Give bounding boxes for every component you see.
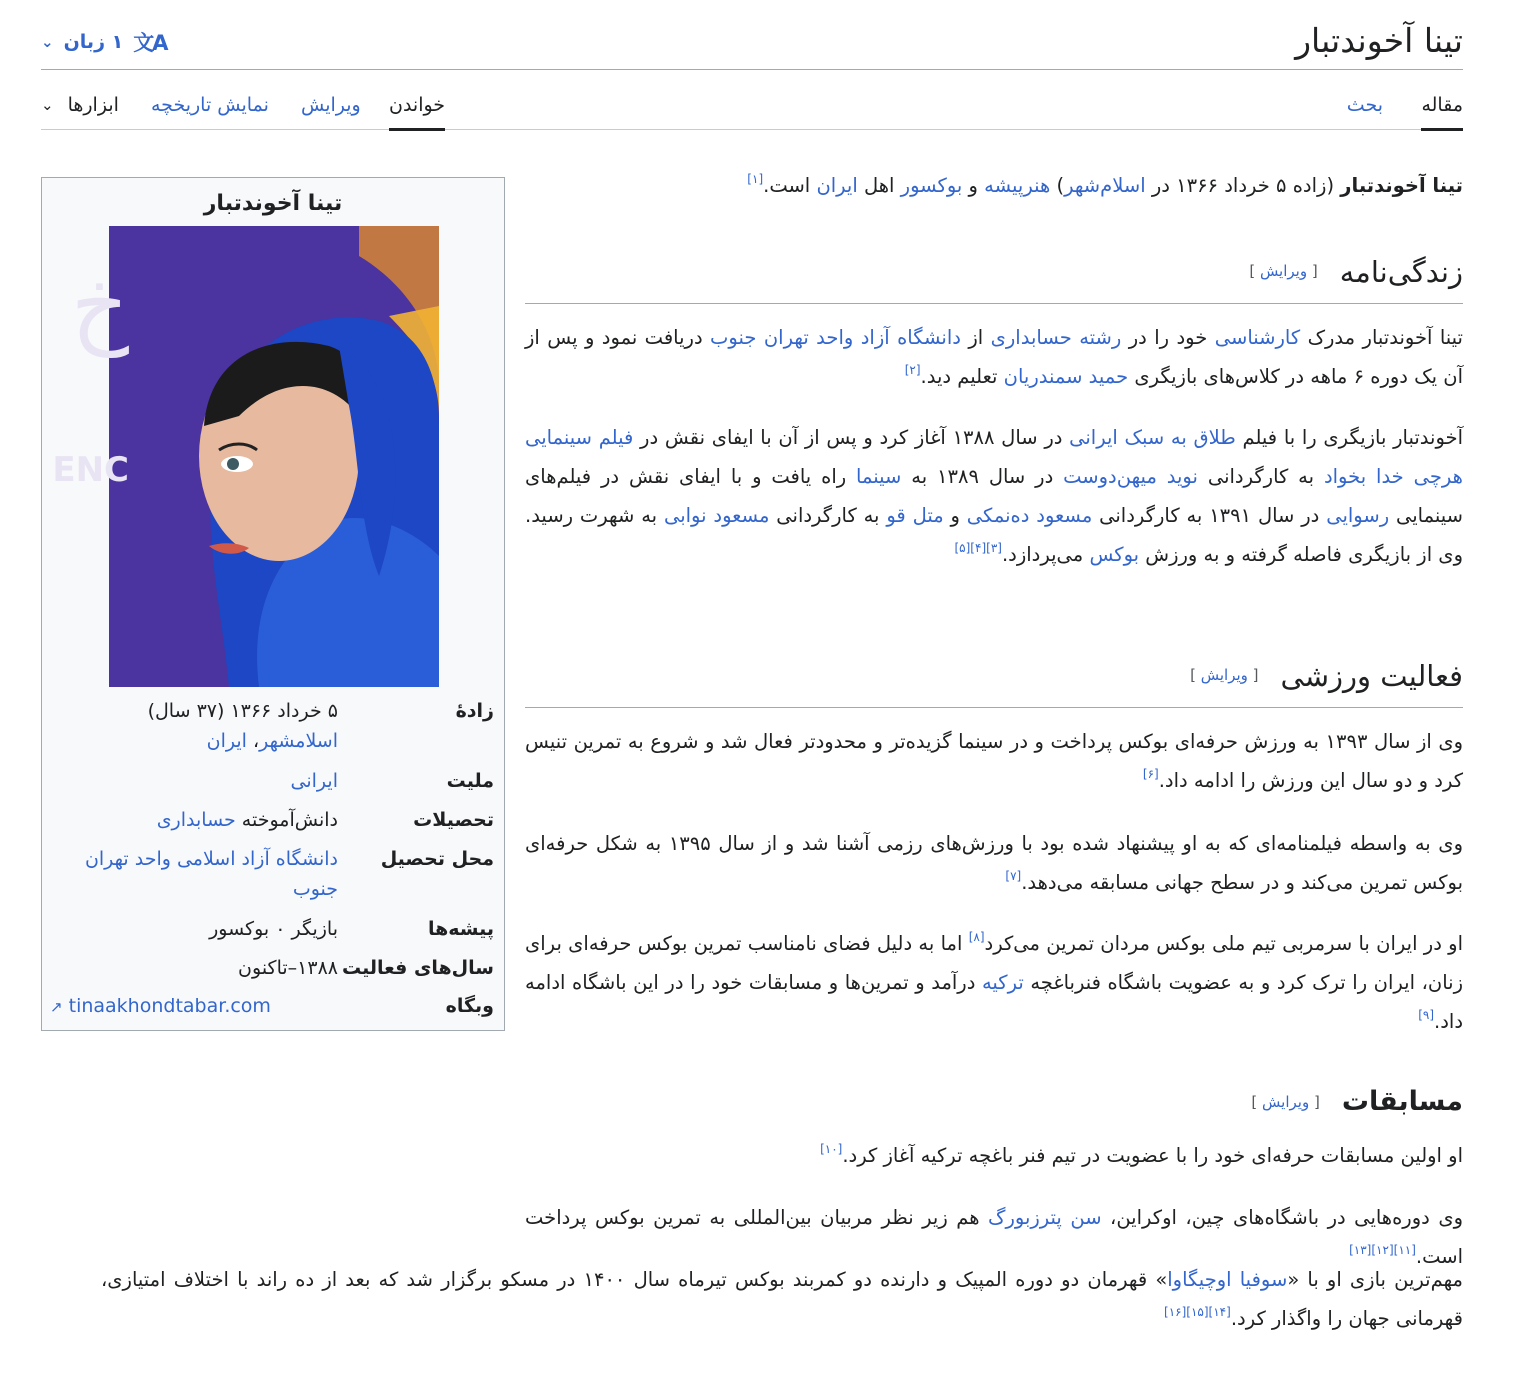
born-city-link[interactable]: اسلامشهر xyxy=(259,730,338,752)
paragraph-text: وی از سال ۱۳۹۳ به ورزش حرفه‌ای بوکس پرداخت و در سینما گزیده‌تر و محدودتر فعال شد و شروع به تمرین تنیس کرد و دو سال این ورزش را ادامه داد. xyxy=(525,730,1464,792)
chevron-down-icon: ⌄ xyxy=(41,33,54,51)
paragraph-text: وی به واسطه فیلمنامه‌ای که به او پیشنهاد شده بود با ورزش‌های رزمی آشنا شد و از سال ۱۳۹۵ به شکل حرفه‌ای بوکس تمرین می‌کند و در سطح جهانی مسابقه می‌دهد. xyxy=(525,832,1463,894)
paragraph-text: راه یافت و با ایفای نقش در فیلم‌های سینمایی xyxy=(525,465,1463,527)
link-university[interactable]: دانشگاه آزاد واحد تهران جنوب xyxy=(710,326,961,349)
paragraph-text: او اولین مسابقات حرفه‌ای خود را با عضویت در تیم فنر باغچه ترکیه آغاز کرد. xyxy=(842,1144,1463,1167)
website-label: وبگاه xyxy=(445,995,494,1017)
paragraph-text: به کارگردانی xyxy=(1197,465,1324,488)
edit-bracket: ] xyxy=(1251,1092,1263,1111)
born-separator: ، xyxy=(246,730,260,752)
svg-text:ENC: ENC xyxy=(52,450,129,490)
tab-talk[interactable]: بحث xyxy=(1346,94,1383,116)
portrait-photo[interactable] xyxy=(52,226,439,687)
edit-link[interactable]: ویرایش xyxy=(1200,666,1248,684)
title-bar xyxy=(41,14,1463,70)
occupation-value: بازیگر ۰ بوکسور xyxy=(209,918,338,940)
paragraph-text: می‌پردازد. xyxy=(1001,543,1090,566)
external-link-icon: ↗ xyxy=(50,998,63,1016)
lead-text: ) xyxy=(1050,174,1065,197)
reference-link[interactable]: [۷] xyxy=(1005,869,1022,883)
education-label: تحصیلات xyxy=(413,809,494,831)
education-link[interactable]: حسابداری xyxy=(156,809,236,831)
section-heading-sport xyxy=(525,644,1463,708)
section-heading-biography xyxy=(525,240,1463,304)
lead-text: است. xyxy=(763,174,817,197)
sport-paragraph-1 xyxy=(525,722,1463,800)
link-film-divorce[interactable]: طلاق به سبک ایرانی xyxy=(1069,426,1236,449)
reference-link[interactable]: [۶] xyxy=(1142,767,1159,781)
link-iran[interactable]: ایران xyxy=(816,174,858,197)
link-cinema[interactable]: سینما xyxy=(856,465,902,488)
paragraph-text: مهم‌ترین بازی او با « xyxy=(1287,1268,1463,1291)
paragraph-text: او در ایران با سرمربی تیم ملی بوکس مردان تمرین می‌کرد xyxy=(984,932,1464,955)
link-actor[interactable]: هنرپیشه xyxy=(984,174,1051,197)
website-link[interactable]: tinaakhondtabar.com xyxy=(68,995,271,1017)
paragraph-text: در سال ۱۳۸۹ به xyxy=(901,465,1064,488)
edit-bracket: [ xyxy=(1247,666,1259,684)
tools-menu[interactable] xyxy=(41,92,119,122)
link-sofia-ochigava[interactable]: سوفیا اوچیگاوا xyxy=(1167,1268,1288,1291)
years-label: سال‌های فعالیت xyxy=(342,957,494,979)
link-boxing[interactable]: بوکس xyxy=(1089,543,1140,566)
paragraph-text: به شهرت رسید. وی از بازیگری فاصله گرفته و به ورزش xyxy=(525,504,1463,566)
alma-mater-link[interactable]: دانشگاه آزاد اسلامی واحد تهران جنوب xyxy=(84,848,338,900)
biography-paragraph-1 xyxy=(525,318,1463,396)
edit-link[interactable]: ویرایش xyxy=(1262,1092,1310,1111)
link-navabi[interactable]: مسعود نوابی xyxy=(663,504,770,527)
paragraph-text: خود را در xyxy=(1121,326,1215,349)
tab-read[interactable]: خواندن xyxy=(389,92,445,131)
reference-link[interactable]: [۱] xyxy=(747,172,764,186)
reference-link[interactable]: [۱۴][۱۵][۱۶] xyxy=(1164,1305,1231,1319)
paragraph-text: دریافت نمود و پس از آن یک دوره ۶ ماهه در کلاس‌های بازیگری xyxy=(525,326,1463,388)
edit-bracket: ] xyxy=(1190,666,1201,684)
paragraph-text: » قهرمان دو دوره المپیک و دارنده دو کمربند بوکس تیرماه سال ۱۴۰۰ در مسکو برگزار شد که بعد از ده راند با اختلاف امتیازی، قهرمانی جهان را واگذار کرد. xyxy=(101,1268,1463,1330)
edit-bracket: ] xyxy=(1249,262,1260,280)
occupation-label: پیشه‌ها xyxy=(427,918,494,940)
section-edit xyxy=(1251,1083,1319,1122)
infobox-title: تینا آخوندتبار xyxy=(203,191,343,216)
section-heading-matches xyxy=(525,1070,1463,1134)
years-value: ۱۳۸۸–تاکنون xyxy=(238,957,338,979)
paragraph-text: در سال ۱۳۸۸ آغاز کرد و پس از آن با ایفای نقش در xyxy=(633,426,1070,449)
sport-paragraph-3 xyxy=(525,924,1463,1041)
paragraph-text: آخوندتبار بازیگری را با فیلم xyxy=(1235,426,1464,449)
page-tabs xyxy=(41,70,1463,130)
edit-link[interactable]: ویرایش xyxy=(1259,262,1308,280)
paragraph-text: تعلیم دید. xyxy=(920,365,1004,388)
alma-mater-label: محل تحصیل xyxy=(380,848,494,870)
link-navid[interactable]: نوید میهن‌دوست xyxy=(1063,465,1198,488)
section-edit xyxy=(1249,252,1317,291)
paragraph-text: درآمد و تمرین‌ها و مسابقات خود را در این باشگاه ادامه داد. xyxy=(525,971,1463,1033)
link-islamshahr[interactable]: اسلام‌شهر xyxy=(1064,174,1146,197)
lead-text: اهل xyxy=(857,174,901,197)
paragraph-text: اما به دلیل فضای نامناسب تمرین بوکس حرفه‌ای برای زنان، ایران را ترک کرد و به عضویت باشگاه فنرباغچه xyxy=(525,932,1463,994)
language-count: ۱ زبان xyxy=(63,31,124,53)
sport-paragraph-2 xyxy=(525,824,1463,902)
link-bachelor[interactable]: کارشناسی xyxy=(1214,326,1301,349)
heading-sport: فعالیت ورزشی xyxy=(1280,658,1463,693)
born-label: زادهٔ xyxy=(455,700,494,722)
svg-text:خ: خ xyxy=(70,253,129,358)
born-value xyxy=(50,696,338,756)
link-motel-ghoo[interactable]: متل قو xyxy=(886,504,944,527)
matches-paragraph-1 xyxy=(525,1136,1463,1175)
nationality-label: ملیت xyxy=(446,770,494,792)
paragraph-text: از xyxy=(960,326,991,349)
matches-paragraph-3 xyxy=(101,1260,1463,1338)
heading-matches: مسابقات xyxy=(1341,1086,1463,1117)
born-date: ۵ خرداد ۱۳۶۶ (۳۷ سال) xyxy=(147,700,338,722)
tab-article[interactable]: مقاله xyxy=(1421,92,1463,131)
link-rosvaei[interactable]: رسوایی xyxy=(1326,504,1390,527)
tab-history[interactable]: نمایش تاریخچه xyxy=(151,94,269,116)
paragraph-text: به کارگردانی xyxy=(769,504,887,527)
link-accounting[interactable]: رشته حسابداری xyxy=(990,326,1122,349)
paragraph-text: هم زیر نظر مربیان بین‌المللی به تمرین بوکس پرداخت است. xyxy=(525,1206,1463,1268)
page xyxy=(41,0,1463,1380)
link-turkey[interactable]: ترکیه xyxy=(981,971,1024,994)
section-edit xyxy=(1190,656,1258,695)
reference-link[interactable]: [۹] xyxy=(1418,1008,1435,1022)
lead-name: تینا آخوندتبار xyxy=(1340,174,1463,197)
page-title: تینا آخوندتبار xyxy=(1295,21,1463,60)
lead-text: (زاده ۵ خرداد ۱۳۶۶ در xyxy=(1145,174,1341,197)
education-prefix: دانش‌آموخته xyxy=(235,809,338,831)
tools-label: ابزارها xyxy=(67,94,119,116)
reference-link[interactable]: [۱۰] xyxy=(820,1142,843,1156)
infobox-row-born xyxy=(50,696,494,760)
paragraph-text: در سال ۱۳۹۱ به کارگردانی xyxy=(1092,504,1327,527)
paragraph-text: و xyxy=(943,504,967,527)
edit-bracket: [ xyxy=(1307,262,1318,280)
nationality-link[interactable]: ایرانی xyxy=(290,770,338,792)
lead-paragraph xyxy=(525,166,1463,205)
language-button[interactable] xyxy=(41,26,167,58)
born-country-link[interactable]: ایران xyxy=(206,730,247,752)
reference-link[interactable]: [۱۱][۱۲][۱۳] xyxy=(1349,1243,1416,1257)
chevron-down-icon: ⌄ xyxy=(41,96,54,114)
tab-edit[interactable]: ویرایش xyxy=(301,94,361,116)
translate-icon: 文A xyxy=(133,31,167,55)
biography-paragraph-2 xyxy=(525,418,1463,574)
link-samandarian[interactable]: حمید سمندریان xyxy=(1003,365,1129,388)
link-film-harchi[interactable]: فیلم سینمایی هرچی خدا بخواد xyxy=(525,426,1463,488)
lead-text: و xyxy=(962,174,985,197)
reference-link[interactable]: [۳][۴][۵] xyxy=(954,541,1002,555)
infobox-row-alma-mater xyxy=(50,844,494,908)
edit-bracket: [ xyxy=(1309,1092,1320,1111)
infobox xyxy=(41,177,505,1031)
link-saint-petersburg[interactable]: سن پترزبورگ xyxy=(988,1206,1102,1229)
reference-link[interactable]: [۸] xyxy=(968,930,985,944)
link-boxer[interactable]: بوکسور xyxy=(900,174,963,197)
portrait-image xyxy=(52,226,439,687)
heading-biography: زندگی‌نامه xyxy=(1339,254,1463,289)
born-place xyxy=(50,726,338,756)
paragraph-text: تینا آخوندتبار مدرک xyxy=(1300,326,1463,349)
link-dehnamaki[interactable]: مسعود ده‌نمکی xyxy=(966,504,1093,527)
paragraph-text: وی دوره‌هایی در باشگاه‌های چین، اوکراین، xyxy=(1101,1206,1464,1229)
reference-link[interactable]: [۲] xyxy=(904,363,921,377)
